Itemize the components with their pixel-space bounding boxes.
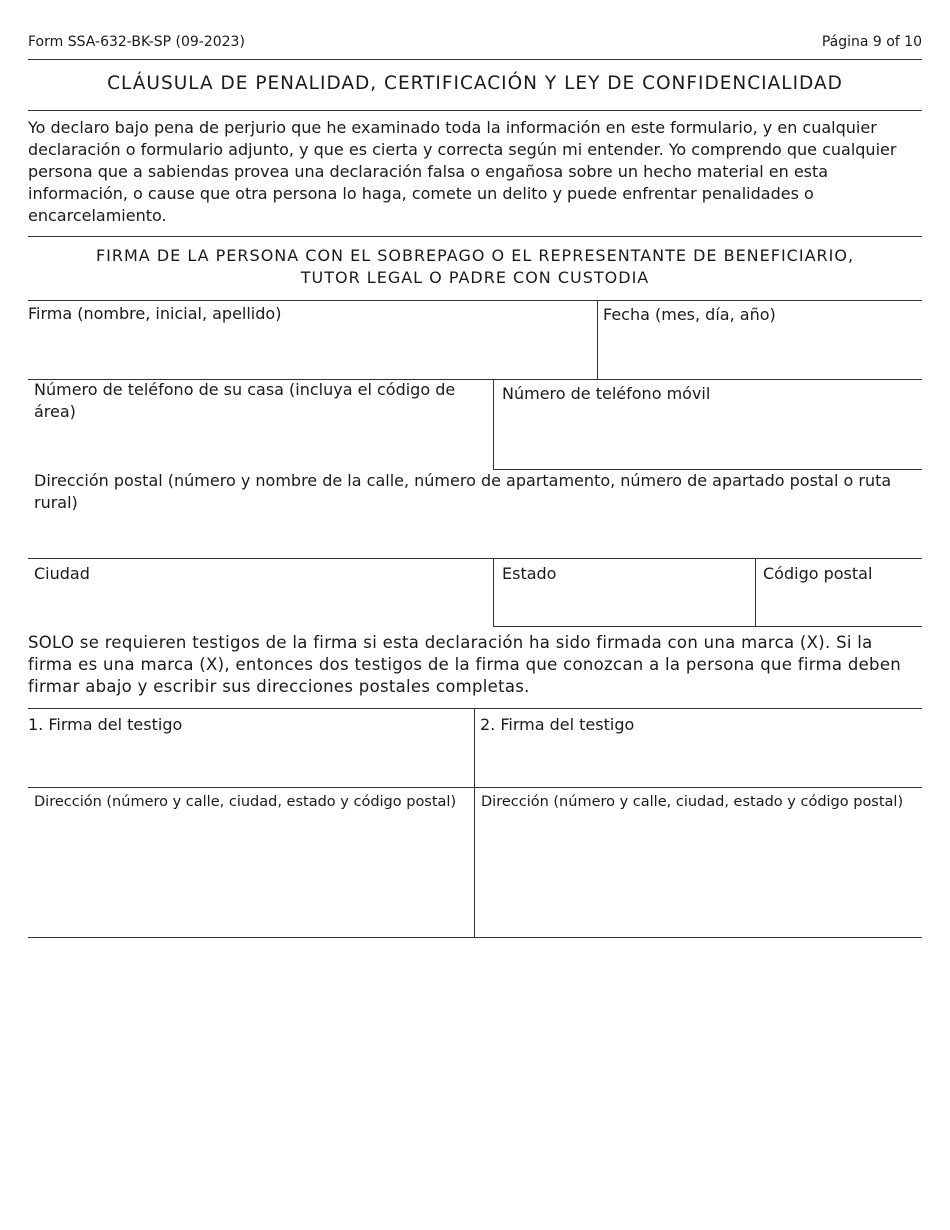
page-number: Página 9 of 10 bbox=[821, 34, 922, 50]
home-phone-field[interactable] bbox=[34, 379, 484, 469]
witness2-signature-label: 2. Firma del testigo bbox=[480, 715, 635, 734]
date-field[interactable] bbox=[603, 300, 922, 379]
state-field[interactable] bbox=[502, 558, 752, 626]
divider bbox=[474, 708, 475, 937]
signature-field[interactable] bbox=[28, 300, 597, 379]
signature-section-title-line2: TUTOR LEGAL O PADRE CON CUSTODIA bbox=[300, 268, 650, 287]
state-label: Estado bbox=[502, 564, 557, 583]
zip-field[interactable] bbox=[763, 558, 922, 626]
signature-section-title bbox=[28, 245, 922, 289]
divider bbox=[493, 379, 494, 469]
divider bbox=[493, 626, 922, 627]
witness1-signature-field[interactable] bbox=[28, 708, 472, 787]
divider bbox=[28, 59, 922, 60]
witness-note: SOLO se requieren testigos de la firma si esta declaración ha sido firmada con una marca (X). Si la firma es una marca (X), entonces dos testigos de la firma que conozcan a la persona que firma deben firmar abajo y escribir sus direcciones postales completas. bbox=[28, 633, 902, 696]
mailing-address-label: Dirección postal (número y nombre de la calle, número de apartamento, número de apartado postal o ruta rural) bbox=[34, 471, 892, 512]
zip-label: Código postal bbox=[763, 564, 873, 583]
page-title: CLÁUSULA DE PENALIDAD, CERTIFICACIÓN Y LEY DE CONFIDENCIALIDAD bbox=[107, 73, 843, 94]
signature-label: Firma (nombre, inicial, apellido) bbox=[28, 304, 282, 323]
divider bbox=[493, 558, 494, 626]
divider bbox=[28, 937, 922, 938]
witness2-address-label: Dirección (número y calle, ciudad, estado y código postal) bbox=[481, 794, 904, 810]
form-id: Form SSA-632-BK-SP (09-2023) bbox=[28, 34, 245, 50]
declaration-text: Yo declaro bajo pena de perjurio que he examinado toda la información en este formulario, y en cualquier declaración o formulario adjunto, y que es cierta y correcta según mi entender. Yo comprendo que cualquier persona que a sabiendas provea una declaración falsa o engañosa sobre un hecho material en esta información, o cause que otra persona lo haga, comete un delito y puede enfrentar penalidades o encarcelamiento. bbox=[28, 118, 897, 225]
divider bbox=[597, 300, 598, 379]
witness1-signature-label: 1. Firma del testigo bbox=[28, 715, 183, 734]
divider bbox=[28, 236, 922, 237]
city-field[interactable] bbox=[34, 558, 489, 626]
witness2-signature-field[interactable] bbox=[480, 708, 922, 787]
mailing-address-field[interactable] bbox=[34, 469, 922, 558]
date-label: Fecha (mes, día, año) bbox=[603, 305, 776, 324]
mobile-phone-label: Número de teléfono móvil bbox=[502, 384, 711, 403]
witness2-address-field[interactable] bbox=[481, 787, 922, 937]
divider bbox=[755, 558, 756, 626]
witness1-address-label: Dirección (número y calle, ciudad, estado y código postal) bbox=[34, 794, 457, 810]
home-phone-label: Número de teléfono de su casa (incluya el código de área) bbox=[34, 380, 456, 421]
witness1-address-field[interactable] bbox=[34, 787, 470, 937]
signature-section-title-line1: FIRMA DE LA PERSONA CON EL SOBREPAGO O EL REPRESENTANTE DE BENEFICIARIO, bbox=[95, 246, 855, 265]
mobile-phone-field[interactable] bbox=[502, 379, 922, 469]
divider bbox=[28, 110, 922, 111]
city-label: Ciudad bbox=[34, 564, 90, 583]
